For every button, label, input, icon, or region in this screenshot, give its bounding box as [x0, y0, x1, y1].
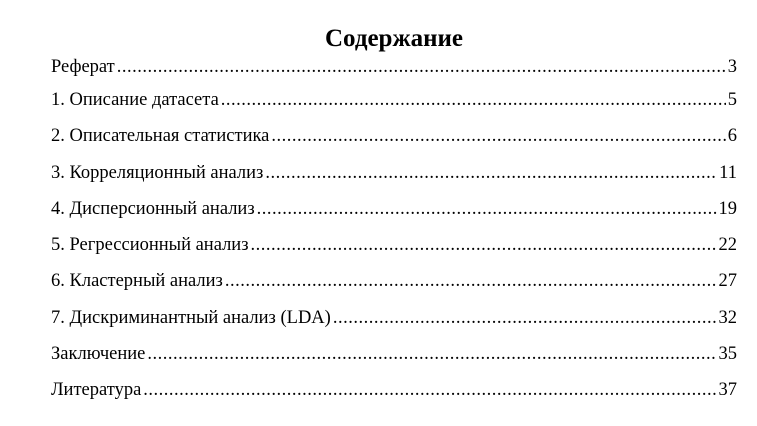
- toc-entry-descriptive-statistics[interactable]: [51, 125, 737, 161]
- toc-entry-label: Реферат: [51, 57, 115, 77]
- toc-entry-label: Заключение: [51, 344, 146, 365]
- toc-page-number: 27: [718, 271, 737, 292]
- toc-entry-label: 6. Кластерный анализ: [51, 271, 223, 292]
- toc-entry-cluster-analysis[interactable]: [51, 270, 737, 306]
- toc-entry-dataset-description[interactable]: [51, 89, 737, 125]
- toc-entry-label: 7. Дискриминантный анализ (LDA): [51, 307, 331, 328]
- toc-entry-label: 2. Описательная статистика: [51, 126, 270, 147]
- toc-entry-discriminant-analysis[interactable]: [51, 307, 737, 343]
- toc-entry-label: Литература: [51, 380, 142, 401]
- toc-page-number: 37: [718, 380, 737, 401]
- toc-entry-conclusion[interactable]: [51, 343, 737, 379]
- toc-dot-leader: [251, 234, 717, 256]
- toc-dot-leader: [117, 56, 726, 78]
- toc-dot-leader: [225, 270, 717, 292]
- toc-page-number: 35: [718, 344, 737, 365]
- toc-entry-label: 4. Дисперсионный анализ: [51, 198, 255, 219]
- toc-entry-label: 1. Описание датасета: [51, 90, 219, 110]
- toc-dot-leader: [147, 343, 716, 365]
- toc-page-number: 3: [727, 57, 737, 77]
- toc-dot-leader: [271, 125, 725, 147]
- toc-entry-literature[interactable]: [51, 379, 737, 415]
- toc-dot-leader: [265, 162, 717, 184]
- toc-dot-leader: [221, 89, 726, 111]
- toc-entry-regression-analysis[interactable]: [51, 234, 737, 270]
- toc-page-number: 11: [719, 162, 737, 183]
- toc-dot-leader: [257, 198, 717, 220]
- toc-page-number: 6: [727, 126, 737, 147]
- toc-title: Содержание: [324, 25, 463, 52]
- toc-entry-label: 5. Регрессионный анализ: [51, 235, 249, 256]
- toc-dot-leader: [143, 379, 716, 401]
- toc-page-number: 19: [718, 198, 737, 219]
- toc-entry-variance-analysis[interactable]: [51, 198, 737, 234]
- toc-page-number: 22: [718, 235, 737, 256]
- toc-page-number: 5: [727, 90, 737, 110]
- toc-list: [51, 56, 737, 416]
- toc-dot-leader: [333, 307, 717, 329]
- toc-entry-correlation-analysis[interactable]: [51, 162, 737, 198]
- toc-entry-label: 3. Корреляционный анализ: [51, 162, 264, 183]
- toc-entry-abstract[interactable]: [51, 56, 737, 89]
- table-of-contents: [51, 22, 737, 416]
- toc-page-number: 32: [718, 307, 737, 328]
